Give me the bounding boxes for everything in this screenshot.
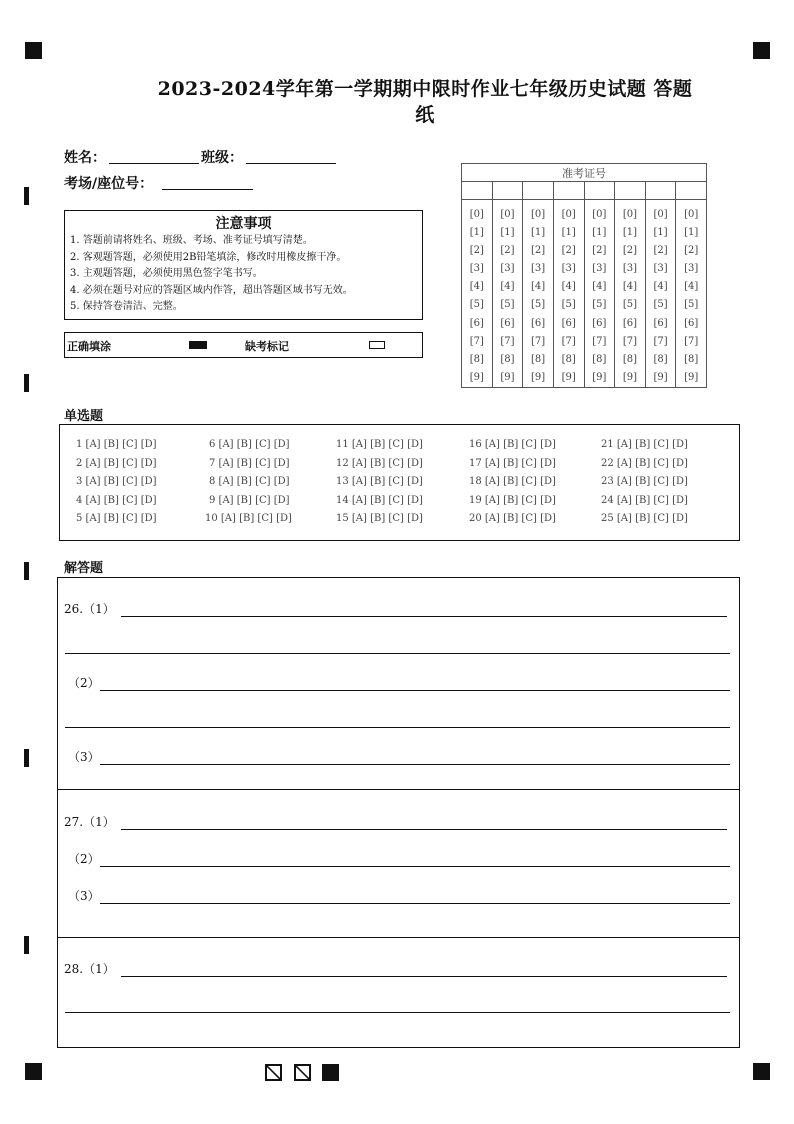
admission-digit-bubble[interactable]: [5] <box>622 299 638 311</box>
mcq-question[interactable]: 8 [A] [B] [C] [D] <box>209 476 290 488</box>
admission-digit-bubble[interactable]: [4] <box>469 281 484 293</box>
q26-part1-line[interactable] <box>121 616 727 617</box>
mcq-question[interactable]: 10 [A] [B] [C] [D] <box>205 513 292 525</box>
admission-digit-bubble[interactable]: [7] <box>469 335 484 347</box>
admission-digit-bubble[interactable]: [5] <box>592 299 607 311</box>
mcq-question[interactable]: 25 [A] [B] [C] [D] <box>601 513 688 525</box>
timing-mark <box>24 374 29 392</box>
q28-part1-line[interactable] <box>121 976 727 977</box>
admission-digit-bubble[interactable]: [8] <box>592 353 607 365</box>
name-field[interactable] <box>109 147 199 164</box>
q27-part2-label: （2） <box>68 852 100 866</box>
admission-digit-bubble[interactable]: [1] <box>530 227 546 239</box>
admission-digit-bubble[interactable]: [2] <box>622 245 638 257</box>
mcq-question[interactable]: 13 [A] [B] [C] [D] <box>336 476 423 488</box>
admission-digit-bubble[interactable]: [9] <box>561 371 576 383</box>
admission-digit-bubble[interactable]: [7] <box>622 335 638 347</box>
admission-digit-bubble[interactable]: [6] <box>469 317 484 329</box>
admission-digit-input[interactable] <box>492 182 523 200</box>
admission-digit-bubble[interactable]: [7] <box>530 335 546 347</box>
admission-digit-bubble[interactable]: [6] <box>592 317 607 329</box>
mcq-question[interactable]: 19 [A] [B] [C] [D] <box>469 494 556 506</box>
admission-digit-bubble[interactable]: [6] <box>622 317 638 329</box>
mcq-question[interactable]: 18 [A] [B] [C] [D] <box>469 476 556 488</box>
admission-number-title: 准考证号 <box>462 164 707 182</box>
name-label: 姓名： <box>64 150 106 166</box>
admission-digit-bubble[interactable]: [3] <box>530 263 546 275</box>
fill-example-box <box>64 332 423 358</box>
admission-digit-bubble[interactable]: [2] <box>592 245 607 257</box>
admission-digit-bubble[interactable]: [0] <box>653 209 668 220</box>
mcq-question[interactable]: 20 [A] [B] [C] [D] <box>469 513 556 525</box>
admission-digit-column <box>676 200 707 388</box>
q26-part2-label: （2） <box>68 676 100 690</box>
admission-digit-bubble[interactable]: [8] <box>469 353 484 365</box>
admission-digit-bubble[interactable]: [1] <box>469 227 484 239</box>
mcq-question[interactable]: 1 [A] [B] [C] [D] <box>76 439 157 450</box>
mcq-column <box>336 436 423 529</box>
mcq-question[interactable]: 9 [A] [B] [C] [D] <box>209 494 290 506</box>
correct-fill-sample <box>189 341 207 349</box>
admission-digit-bubble[interactable]: [4] <box>530 281 546 293</box>
mcq-question[interactable]: 7 [A] [B] [C] [D] <box>209 457 290 469</box>
admission-digit-bubble[interactable]: [9] <box>530 371 546 383</box>
timing-mark <box>24 936 29 954</box>
admission-digit-column <box>492 200 523 388</box>
admission-digit-column <box>615 200 646 388</box>
admission-digit-bubble[interactable]: [7] <box>500 335 515 347</box>
corner-mark-top-right <box>753 42 770 59</box>
admission-digit-bubble[interactable]: [5] <box>653 299 668 311</box>
admission-digit-input[interactable] <box>462 182 493 200</box>
single-choice-box <box>59 424 740 541</box>
admission-digit-bubble[interactable]: [6] <box>561 317 576 329</box>
admission-digit-bubble[interactable]: [6] <box>684 317 699 329</box>
answer-box <box>57 577 740 1048</box>
admission-digit-bubble[interactable]: [8] <box>653 353 668 365</box>
admission-digit-bubble[interactable]: [0] <box>622 209 638 220</box>
mcq-question[interactable]: 12 [A] [B] [C] [D] <box>336 457 423 469</box>
admission-digit-bubble[interactable]: [3] <box>653 263 668 275</box>
admission-digit-column <box>553 200 584 388</box>
admission-digit-bubble[interactable]: [0] <box>530 209 546 220</box>
admission-digit-bubble[interactable]: [7] <box>684 335 699 347</box>
scan-mark-slashed <box>294 1064 311 1081</box>
corner-mark-bottom-left <box>25 1063 42 1080</box>
admission-digit-bubble[interactable]: [7] <box>561 335 576 347</box>
mcq-question[interactable]: 11 [A] [B] [C] [D] <box>336 439 423 450</box>
seat-label: 考场/座位号： <box>64 176 154 192</box>
q26-extra-line[interactable] <box>65 727 730 728</box>
corner-mark-bottom-right <box>753 1063 770 1080</box>
mcq-column <box>601 436 688 529</box>
mcq-question[interactable]: 6 [A] [B] [C] [D] <box>209 439 290 450</box>
mcq-question[interactable]: 16 [A] [B] [C] [D] <box>469 439 556 450</box>
admission-digit-bubble[interactable]: [2] <box>561 245 576 257</box>
admission-digit-input[interactable] <box>615 182 646 200</box>
notice-title: 注意事项 <box>215 216 272 232</box>
admission-digit-bubble[interactable]: [9] <box>500 371 515 383</box>
admission-digit-bubble[interactable]: [9] <box>684 371 699 383</box>
admission-digit-bubble[interactable]: [4] <box>500 281 515 293</box>
admission-digit-bubble[interactable]: [0] <box>592 209 607 220</box>
notice-item: 1. 答题前请将姓名、班级、考场、准考证号填写清楚。 <box>70 235 313 246</box>
mcq-column <box>469 436 556 529</box>
admission-digit-bubble[interactable]: [8] <box>622 353 638 365</box>
mcq-question[interactable]: 4 [A] [B] [C] [D] <box>76 494 157 506</box>
admission-digit-bubble[interactable]: [2] <box>653 245 668 257</box>
admission-digit-input[interactable] <box>553 182 584 200</box>
admission-digit-bubble[interactable]: [4] <box>561 281 576 293</box>
admission-digit-input[interactable] <box>523 182 554 200</box>
admission-digit-bubble[interactable]: [1] <box>592 227 607 239</box>
class-label: 班级： <box>201 150 243 166</box>
admission-digit-bubble[interactable]: [3] <box>684 263 699 275</box>
q26-part3-label: （3） <box>68 750 100 764</box>
q27-part1-line[interactable] <box>121 829 727 830</box>
question-separator <box>58 937 739 938</box>
admission-digit-bubble[interactable]: [4] <box>684 281 699 293</box>
page-title-line-1: 2023-2024学年第一学期期中限时作业七年级历史试题 答题 <box>157 78 693 100</box>
admission-digit-bubble[interactable]: [7] <box>653 335 668 347</box>
notice-item: 5. 保持答卷清洁、完整。 <box>70 301 183 313</box>
admission-digit-bubble[interactable]: [0] <box>684 209 699 220</box>
answer-section-label: 解答题 <box>64 561 104 576</box>
admission-digit-bubble[interactable]: [2] <box>530 245 546 257</box>
mcq-column <box>205 436 292 529</box>
admission-digit-column <box>523 200 554 388</box>
timing-mark <box>24 749 29 767</box>
admission-digit-bubble[interactable]: [5] <box>530 299 546 311</box>
admission-digit-bubble[interactable]: [9] <box>622 371 638 383</box>
admission-digit-bubble[interactable]: [5] <box>469 299 484 311</box>
mcq-question[interactable]: 24 [A] [B] [C] [D] <box>601 494 688 506</box>
q27-part2-line[interactable] <box>100 866 730 867</box>
q28-extra-line[interactable] <box>65 1012 730 1013</box>
admission-digit-bubble[interactable]: [1] <box>561 227 576 239</box>
admission-digit-bubble[interactable]: [8] <box>530 353 546 365</box>
mcq-question[interactable]: 2 [A] [B] [C] [D] <box>76 457 157 469</box>
q26-part1-label: 26.（1） <box>64 602 115 616</box>
admission-digit-bubble[interactable]: [2] <box>684 245 699 257</box>
admission-digit-input[interactable] <box>676 182 707 200</box>
admission-digit-bubble[interactable]: [4] <box>622 281 638 293</box>
admission-digit-bubble[interactable]: [6] <box>530 317 546 329</box>
mcq-column <box>76 436 157 529</box>
mcq-question[interactable]: 5 [A] [B] [C] [D] <box>76 513 157 525</box>
admission-digit-bubble[interactable]: [3] <box>500 263 515 275</box>
admission-digit-column <box>645 200 676 388</box>
q27-part1-label: 27.（1） <box>64 815 115 829</box>
admission-number-grid <box>461 163 707 388</box>
admission-digit-bubble[interactable]: [3] <box>592 263 607 275</box>
admission-digit-bubble[interactable]: [0] <box>500 209 515 220</box>
admission-digit-input[interactable] <box>584 182 615 200</box>
q26-extra-line[interactable] <box>65 653 730 654</box>
absent-mark-checkbox[interactable] <box>369 341 385 349</box>
admission-digit-bubble[interactable]: [7] <box>592 335 607 347</box>
admission-digit-bubble[interactable]: [9] <box>469 371 484 383</box>
admission-digit-bubble[interactable]: [2] <box>469 245 484 257</box>
correct-fill-label: 正确填涂 <box>67 340 111 353</box>
admission-digit-bubble[interactable]: [4] <box>592 281 607 293</box>
admission-digit-bubble[interactable]: [0] <box>561 209 576 220</box>
admission-digit-bubble[interactable]: [5] <box>561 299 576 311</box>
admission-digit-bubble[interactable]: [4] <box>653 281 668 293</box>
mcq-question[interactable]: 22 [A] [B] [C] [D] <box>601 457 688 469</box>
admission-digit-bubble[interactable]: [1] <box>500 227 515 239</box>
admission-digit-bubble[interactable]: [0] <box>469 209 484 220</box>
admission-digit-bubble[interactable]: [9] <box>592 371 607 383</box>
admission-digit-bubble[interactable]: [6] <box>500 317 515 329</box>
notice-item: 3. 主观题答题，必须使用黑色签字笔书写。 <box>70 268 263 280</box>
mcq-question[interactable]: 15 [A] [B] [C] [D] <box>336 513 423 525</box>
admission-digit-bubble[interactable]: [3] <box>469 263 484 275</box>
admission-digit-bubble[interactable]: [6] <box>653 317 668 329</box>
q26-part2-line[interactable] <box>100 690 730 691</box>
question-separator <box>58 789 739 790</box>
admission-digit-bubble[interactable]: [1] <box>653 227 668 239</box>
corner-mark-top-left <box>25 42 42 59</box>
admission-digit-bubble[interactable]: [1] <box>622 227 638 239</box>
admission-digit-bubble[interactable]: [8] <box>500 353 515 365</box>
admission-digit-bubble[interactable]: [8] <box>561 353 576 365</box>
mcq-question[interactable]: 17 [A] [B] [C] [D] <box>469 457 556 469</box>
slash-icon <box>267 1066 280 1079</box>
class-field[interactable] <box>246 147 336 164</box>
notice-item: 4. 必须在题号对应的答题区域内作答，超出答题区域书写无效。 <box>70 284 353 296</box>
timing-mark <box>24 187 29 205</box>
mcq-question[interactable]: 21 [A] [B] [C] [D] <box>601 439 688 450</box>
notice-box <box>64 210 423 320</box>
absent-mark-label: 缺考标记 <box>245 340 289 353</box>
q27-part3-label: （3） <box>68 889 100 903</box>
admission-digit-bubble[interactable]: [3] <box>622 263 638 275</box>
mcq-question[interactable]: 23 [A] [B] [C] [D] <box>601 476 688 488</box>
admission-digit-column <box>584 200 615 388</box>
slash-icon <box>296 1066 309 1079</box>
timing-mark <box>24 562 29 580</box>
admission-digit-bubble[interactable]: [3] <box>561 263 576 275</box>
admission-digit-bubble[interactable]: [2] <box>500 245 515 257</box>
q26-part3-line[interactable] <box>100 764 730 765</box>
admission-digit-bubble[interactable]: [5] <box>684 299 699 311</box>
single-choice-label: 单选题 <box>64 409 104 424</box>
admission-digit-bubble[interactable]: [8] <box>684 353 699 365</box>
page-title <box>60 76 790 128</box>
q27-part3-line[interactable] <box>100 903 730 904</box>
notice-item: 2. 客观题答题，必须使用2B铅笔填涂，修改时用橡皮擦干净。 <box>70 251 347 263</box>
q28-part1-label: 28.（1） <box>64 962 115 976</box>
mcq-question[interactable]: 14 [A] [B] [C] [D] <box>336 494 423 506</box>
seat-field[interactable] <box>162 173 253 190</box>
page-title-line-2: 纸 <box>415 104 435 126</box>
admission-digit-bubble[interactable]: [1] <box>684 227 699 239</box>
admission-digit-input[interactable] <box>645 182 676 200</box>
admission-digit-column <box>462 200 493 388</box>
admission-digit-bubble[interactable]: [5] <box>500 299 515 311</box>
admission-digit-bubble[interactable]: [9] <box>653 371 668 383</box>
scan-mark-slashed <box>265 1064 282 1081</box>
mcq-question[interactable]: 3 [A] [B] [C] [D] <box>76 476 157 488</box>
scan-mark-filled <box>322 1064 339 1081</box>
